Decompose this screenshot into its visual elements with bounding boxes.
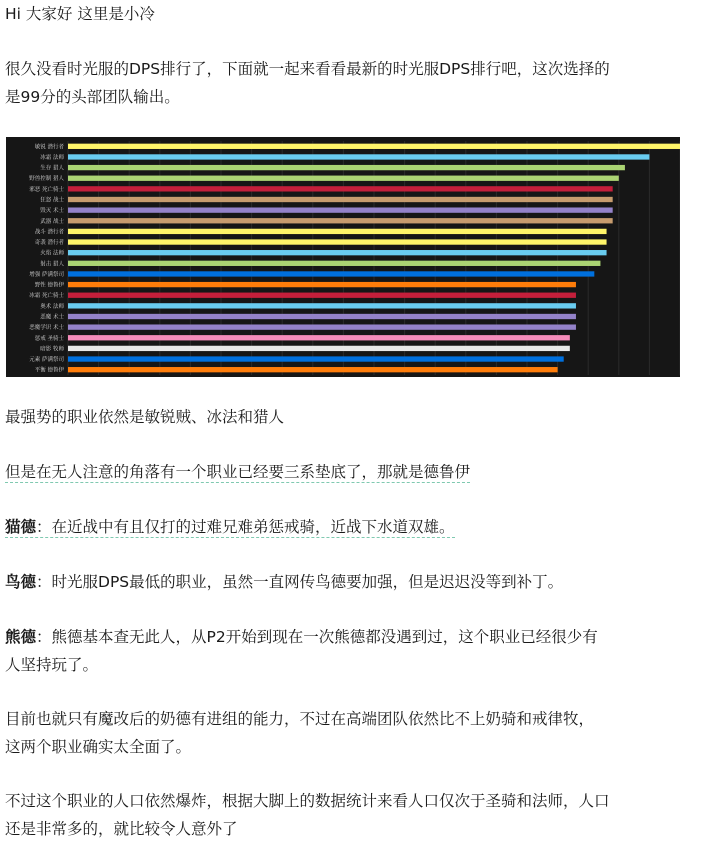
- chart-category-label: 火焰 法师: [40, 250, 64, 257]
- chart-bar: [68, 250, 607, 255]
- boomkin-text: ：时光服DPS最低的职业，虽然一直网传鸟德要加强，但是迟迟没等到补丁。: [36, 573, 564, 591]
- chart-category-label: 奥术 法师: [40, 303, 64, 310]
- greeting-text: Hi 大家好 这里是小冷: [5, 5, 155, 23]
- bear-line-1: [5, 623, 695, 651]
- chart-category-label: 武器 战士: [40, 218, 64, 225]
- cat-druid-text: ：在近战中有且仅打的过难兄难弟惩戒骑，近战下水道双雄。: [36, 518, 455, 536]
- chart-category-label: 敏锐 潜行者: [34, 144, 64, 151]
- chart-bar: [68, 314, 576, 319]
- chart-category-label: 野兽控制 猎人: [29, 176, 64, 183]
- intro-line-2: 是99分的头部团队输出。: [5, 88, 180, 106]
- chart-category-label: 战斗 潜行者: [34, 229, 64, 236]
- chart-bar: [68, 367, 558, 372]
- chart-bar: [68, 303, 576, 308]
- chart-category-label: 奇袭 潜行者: [34, 240, 64, 247]
- chart-bar: [68, 335, 570, 340]
- chart-bar: [68, 229, 607, 234]
- boomkin-label: 鸟德: [5, 573, 37, 591]
- chart-category-label: 射击 猎人: [40, 261, 64, 268]
- cat-druid-paragraph: [5, 513, 695, 541]
- bear-druid-paragraph: [5, 623, 695, 679]
- chart-bar: [68, 165, 625, 170]
- intro-paragraph: [5, 55, 695, 111]
- chart-category-label: 毁灭 术士: [40, 208, 64, 215]
- chart-bar: [68, 324, 576, 329]
- cat-druid-label: 猫德: [5, 518, 37, 536]
- resto-druid-paragraph: [5, 705, 695, 761]
- dps-ranking-chart-svg: [6, 137, 680, 377]
- bear-druid-text-2: 人坚持玩了。: [5, 656, 99, 674]
- druid-intro-paragraph: [5, 458, 695, 486]
- chart-category-label: 冰霜 死亡骑士: [29, 293, 64, 300]
- chart-bar: [68, 282, 576, 287]
- chart-category-label: 平衡 德鲁伊: [34, 367, 64, 374]
- druid-intro-text: 但是在无人注意的角落有一个职业已经要三系垫底了，那就是德鲁伊: [5, 463, 471, 481]
- chart-category-label: 恶魔 术士: [40, 314, 64, 321]
- chart-category-label: 生存 猎人: [40, 165, 64, 172]
- bear-druid-text-1: ：熊德基本查无此人，从P2开始到现在一次熊德都没遇到过，这个职业已经很少有: [36, 628, 598, 646]
- chart-bar: [68, 154, 649, 159]
- chart-category-label: 元素 萨满祭司: [29, 357, 64, 364]
- chart-bar: [68, 261, 600, 266]
- chart-bar: [68, 144, 680, 149]
- resto-line-1: 目前也就只有魔改后的奶德有进组的能力，不过在高端团队依然比不上奶骑和戒律牧，: [5, 710, 595, 728]
- chart-category-label: 冰霜 法师: [40, 154, 64, 161]
- population-line-2: 还是非常多的，就比较令人意外了: [5, 820, 238, 838]
- strongest-classes-paragraph: 最强势的职业依然是敏锐贼、冰法和猎人: [5, 408, 285, 426]
- chart-category-label: 邪恶 死亡骑士: [29, 186, 64, 193]
- boomkin-paragraph: [5, 568, 695, 596]
- chart-category-label: 恶魔学识 术士: [29, 325, 64, 332]
- chart-category-label: 增强 萨满祭司: [29, 271, 64, 278]
- chart-category-label: 惩戒 圣骑士: [34, 335, 64, 342]
- chart-bar: [68, 207, 613, 212]
- bear-druid-label: 熊德: [5, 628, 37, 646]
- chart-bar: [68, 346, 570, 351]
- dps-ranking-chart: [6, 137, 680, 377]
- chart-bar: [68, 271, 594, 276]
- chart-bar: [68, 186, 613, 191]
- chart-bar: [68, 356, 564, 361]
- chart-bar: [68, 293, 576, 298]
- chart-category-label: 狂怒 战士: [40, 197, 64, 204]
- chart-bar: [68, 218, 613, 223]
- chart-bar: [68, 197, 613, 202]
- chart-category-label: 暗影 牧师: [40, 346, 64, 353]
- intro-line-1: 很久没看时光服的DPS排行了，下面就一起来看看最新的时光服DPS排行吧，这次选择的: [5, 60, 610, 78]
- chart-bar: [68, 239, 607, 244]
- population-paragraph: [5, 787, 695, 843]
- resto-line-2: 这两个职业确实太全面了。: [5, 738, 192, 756]
- population-line-1: 不过这个职业的人口依然爆炸，根据大脚上的数据统计来看人口仅次于圣骑和法师，人口: [5, 792, 610, 810]
- cat-druid-underlined: [5, 518, 455, 538]
- chart-category-label: 野性 德鲁伊: [34, 282, 64, 289]
- chart-bar: [68, 176, 619, 181]
